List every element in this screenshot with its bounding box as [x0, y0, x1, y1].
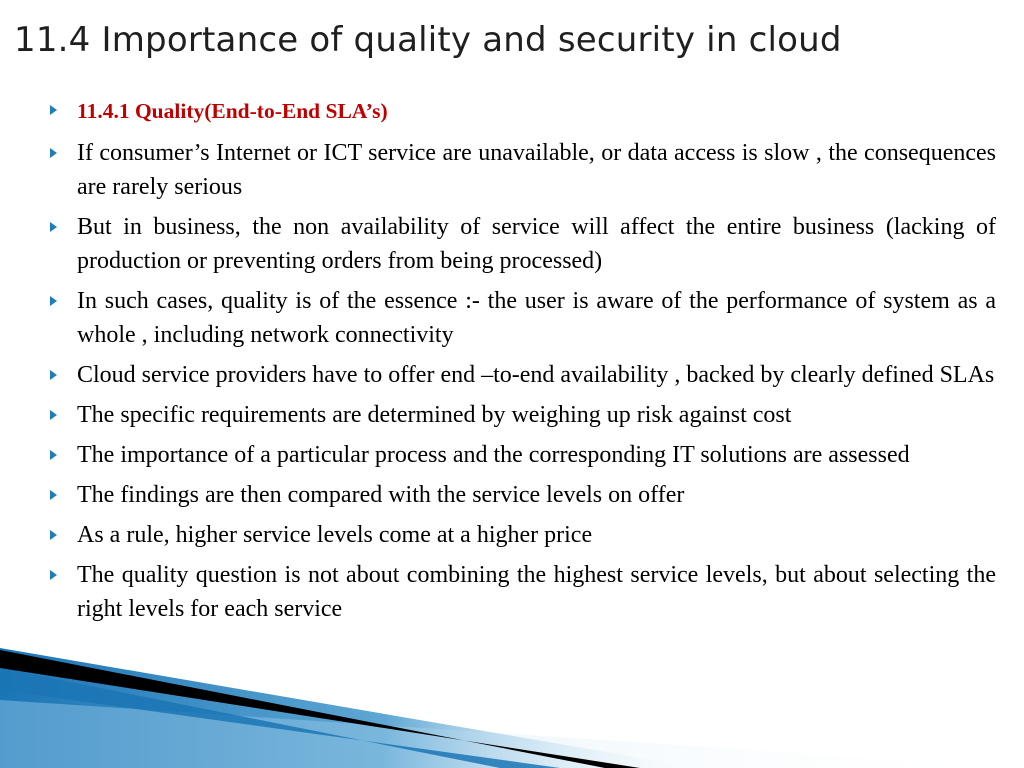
bullet-item	[44, 210, 996, 278]
triangle-right-icon	[50, 490, 57, 500]
decor-blue-swoosh	[0, 648, 700, 768]
bullet-text: In such cases, quality is of the essence :- the user is aware of the performance of system as a whole , including network connectivity	[77, 288, 996, 348]
bullet-item	[44, 358, 996, 392]
bullet-item	[44, 518, 996, 552]
bullet-item	[44, 558, 996, 626]
bullet-item	[44, 398, 996, 432]
bullet-item	[44, 284, 996, 352]
bullet-item	[44, 478, 996, 512]
bullet-text: But in business, the non availability of service will affect the entire business (lacking of production or preventing orders from being processed)	[77, 214, 996, 274]
bullet-text: The findings are then compared with the service levels on offer	[77, 482, 685, 508]
triangle-right-icon	[50, 450, 57, 460]
triangle-right-icon	[50, 105, 57, 115]
bullet-text: The importance of a particular process and the corresponding IT solutions are assessed	[77, 442, 910, 468]
bullet-text: As a rule, higher service levels come at a higher price	[77, 522, 593, 548]
slide-title: 11.4 Importance of quality and security in cloud	[14, 20, 842, 60]
bullet-text: Cloud service providers have to offer end –to-end availability , backed by clearly defined SLAs	[77, 362, 995, 388]
bullet-text: If consumer’s Internet or ICT service are unavailable, or data access is slow , the consequences are rarely serious	[77, 140, 996, 200]
triangle-right-icon	[50, 222, 57, 232]
section-heading	[44, 94, 996, 128]
bullet-list	[44, 94, 996, 632]
triangle-right-icon	[50, 410, 57, 420]
bullet-item	[44, 438, 996, 472]
bullet-text: The specific requirements are determined by weighing up risk against cost	[77, 402, 792, 428]
decor-black-swoosh	[0, 650, 640, 768]
triangle-right-icon	[50, 148, 57, 158]
decor-blue-band	[0, 668, 560, 768]
decor-light-swoosh	[0, 700, 1024, 768]
triangle-right-icon	[50, 530, 57, 540]
bullet-text: The quality question is not about combining the highest service levels, but about selecting the right levels for each service	[77, 562, 996, 622]
triangle-right-icon	[50, 370, 57, 380]
triangle-right-icon	[50, 570, 57, 580]
bullet-item	[44, 136, 996, 204]
triangle-right-icon	[50, 296, 57, 306]
section-heading-text: 11.4.1 Quality(End-to-End SLA’s)	[77, 99, 388, 123]
